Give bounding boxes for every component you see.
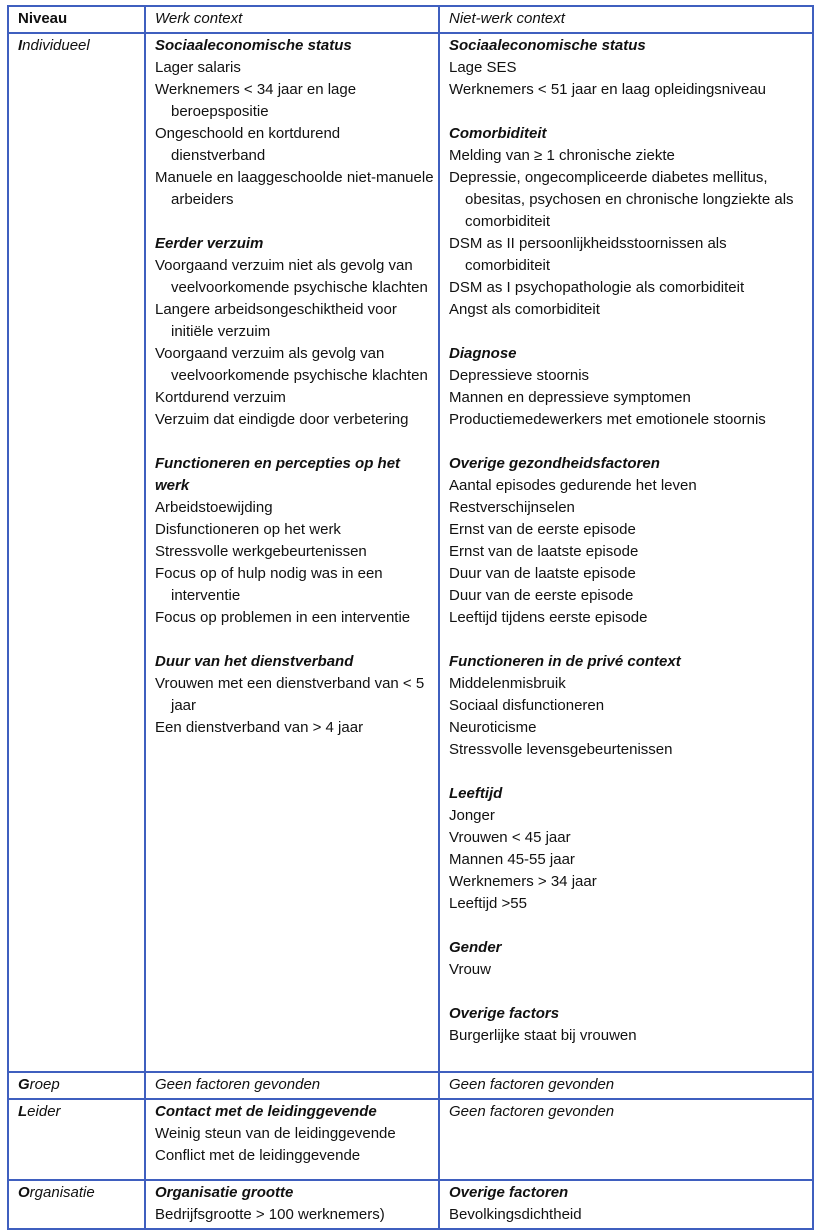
factor-group-title: Leeftijd <box>449 785 503 802</box>
factor-item: Stressvolle werkgebeurtenissen <box>155 543 367 560</box>
factor-group <box>449 453 808 629</box>
level-cell <box>8 33 145 1072</box>
header-niveau-label: Niveau <box>18 10 68 27</box>
factor-item: Leeftijd tijdens eerste episode <box>449 609 648 626</box>
factor-item: Werknemers < 34 jaar en lage beroepspositie <box>155 81 357 120</box>
factor-item: Weinig steun van de leidinggevende <box>155 1125 396 1142</box>
factor-group <box>155 1182 434 1226</box>
factor-item: Aantal episodes gedurende het leven <box>449 477 697 494</box>
factor-item: Jonger <box>449 807 495 824</box>
factor-group-title: Contact met de leidinggevende <box>155 1103 377 1120</box>
factor-item: Angst als comorbiditeit <box>449 301 600 318</box>
factor-group <box>449 1182 808 1226</box>
werk-cell <box>145 1099 439 1180</box>
factor-item: Focus op of hulp nodig was in een interventie <box>155 565 383 604</box>
factor-item: Voorgaand verzuim niet als gevolg van veelvoorkomende psychische klachten <box>155 257 428 296</box>
factor-group-title: Overige factors <box>449 1005 560 1022</box>
factor-item: Langere arbeidsongeschiktheid voor initiële verzuim <box>155 301 397 340</box>
factor-item: Stressvolle levensgebeurtenissen <box>449 741 673 758</box>
header-werk-label: Werk context <box>155 10 243 27</box>
factor-group-title: Sociaaleconomische status <box>155 37 352 54</box>
factor-item: Bevolkingsdichtheid <box>449 1206 582 1223</box>
factor-item: Verzuim dat eindigde door verbetering <box>155 411 409 428</box>
factor-item: Disfunctioneren op het werk <box>155 521 341 538</box>
factor-group-title: Organisatie grootte <box>155 1184 294 1201</box>
factor-item: Duur van de eerste episode <box>449 587 634 604</box>
factor-group-title: Overige gezondheidsfactoren <box>449 455 660 472</box>
factor-item: Lager salaris <box>155 59 241 76</box>
werk-cell <box>145 33 439 1072</box>
level-label: Individueel <box>18 37 90 54</box>
header-niveau <box>8 6 145 33</box>
factor-group <box>449 35 808 101</box>
factor-group-title: Functioneren en percepties op het werk <box>155 455 401 494</box>
factor-item: Conflict met de leidinggevende <box>155 1147 361 1164</box>
header-row <box>8 6 813 33</box>
factor-item: DSM as II persoonlijkheidsstoornissen als comorbiditeit <box>449 235 727 274</box>
no-factors-text: Geen factoren gevonden <box>449 1103 615 1120</box>
nietwerk-cell <box>439 1180 813 1229</box>
factor-group-title: Gender <box>449 939 502 956</box>
factor-item: Leeftijd >55 <box>449 895 527 912</box>
header-nietwerk-label: Niet-werk context <box>449 10 565 27</box>
factor-item: Werknemers < 51 jaar en laag opleidingsniveau <box>449 81 766 98</box>
factor-item: Middelenmisbruik <box>449 675 566 692</box>
factor-group <box>449 783 808 915</box>
factor-group <box>449 937 808 981</box>
row-groep <box>8 1072 813 1099</box>
factor-group-title: Duur van het dienstverband <box>155 653 354 670</box>
factor-item: Manuele en laaggeschoolde niet-manuele arbeiders <box>155 169 434 208</box>
factor-group-title: Sociaaleconomische status <box>449 37 646 54</box>
level-label: Leider <box>18 1103 61 1120</box>
factor-item: Depressie, ongecompliceerde diabetes mellitus, obesitas, psychosen en chronische longziekte als comorbiditeit <box>449 169 794 230</box>
factor-item: Voorgaand verzuim als gevolg van veelvoorkomende psychische klachten <box>155 345 428 384</box>
factor-group <box>449 651 808 761</box>
factor-item: Vrouwen < 45 jaar <box>449 829 571 846</box>
factor-item: Bedrijfsgrootte > 100 werknemers) <box>155 1206 385 1223</box>
row-individueel <box>8 33 813 1072</box>
factors-table <box>7 5 814 1230</box>
factor-item: Lage SES <box>449 59 517 76</box>
level-label: Groep <box>18 1076 60 1093</box>
factor-item: Productiemedewerkers met emotionele stoornis <box>449 411 766 428</box>
factor-item: DSM as I psychopathologie als comorbiditeit <box>449 279 745 296</box>
factor-item: Mannen en depressieve symptomen <box>449 389 691 406</box>
factor-group-title: Functioneren in de privé context <box>449 653 681 670</box>
factor-item: Vrouwen met een dienstverband van < 5 jaar <box>155 675 425 714</box>
factor-item: Werknemers > 34 jaar <box>449 873 597 890</box>
factor-item: Restverschijnselen <box>449 499 575 516</box>
no-factors-text: Geen factoren gevonden <box>155 1076 321 1093</box>
factor-group <box>155 1101 434 1167</box>
level-cell <box>8 1099 145 1180</box>
factor-item: Ernst van de eerste episode <box>449 521 636 538</box>
factor-item: Sociaal disfunctioneren <box>449 697 605 714</box>
header-nietwerk <box>439 6 813 33</box>
level-cell <box>8 1072 145 1099</box>
factor-item: Melding van ≥ 1 chronische ziekte <box>449 147 675 164</box>
level-label: Organisatie <box>18 1184 95 1201</box>
factor-group <box>155 453 434 629</box>
nietwerk-cell <box>439 1072 813 1099</box>
factor-item: Vrouw <box>449 961 491 978</box>
factor-item: Depressieve stoornis <box>449 367 590 384</box>
factor-group <box>449 343 808 431</box>
nietwerk-cell <box>439 33 813 1072</box>
nietwerk-cell <box>439 1099 813 1180</box>
werk-cell <box>145 1180 439 1229</box>
factor-item: Ongeschoold en kortdurend dienstverband <box>155 125 341 164</box>
factor-item: Arbeidstoewijding <box>155 499 273 516</box>
factor-item: Ernst van de laatste episode <box>449 543 639 560</box>
no-factors-text: Geen factoren gevonden <box>449 1076 615 1093</box>
factor-item: Mannen 45-55 jaar <box>449 851 575 868</box>
factor-group <box>449 123 808 321</box>
factor-group-title: Eerder verzuim <box>155 235 264 252</box>
factor-item: Focus op problemen in een interventie <box>155 609 411 626</box>
factor-group-title: Diagnose <box>449 345 517 362</box>
level-cell <box>8 1180 145 1229</box>
factor-item: Burgerlijke staat bij vrouwen <box>449 1027 637 1044</box>
factor-item: Kortdurend verzuim <box>155 389 286 406</box>
werk-cell <box>145 1072 439 1099</box>
header-werk <box>145 6 439 33</box>
factor-group <box>155 233 434 431</box>
factor-group-title: Overige factoren <box>449 1184 569 1201</box>
factor-item: Een dienstverband van > 4 jaar <box>155 719 364 736</box>
row-leider <box>8 1099 813 1180</box>
factor-item: Neuroticisme <box>449 719 537 736</box>
row-organisatie <box>8 1180 813 1229</box>
factor-item: Duur van de laatste episode <box>449 565 636 582</box>
factor-group <box>155 35 434 211</box>
factor-group <box>155 651 434 739</box>
factor-group <box>449 1003 808 1047</box>
factor-group-title: Comorbiditeit <box>449 125 547 142</box>
